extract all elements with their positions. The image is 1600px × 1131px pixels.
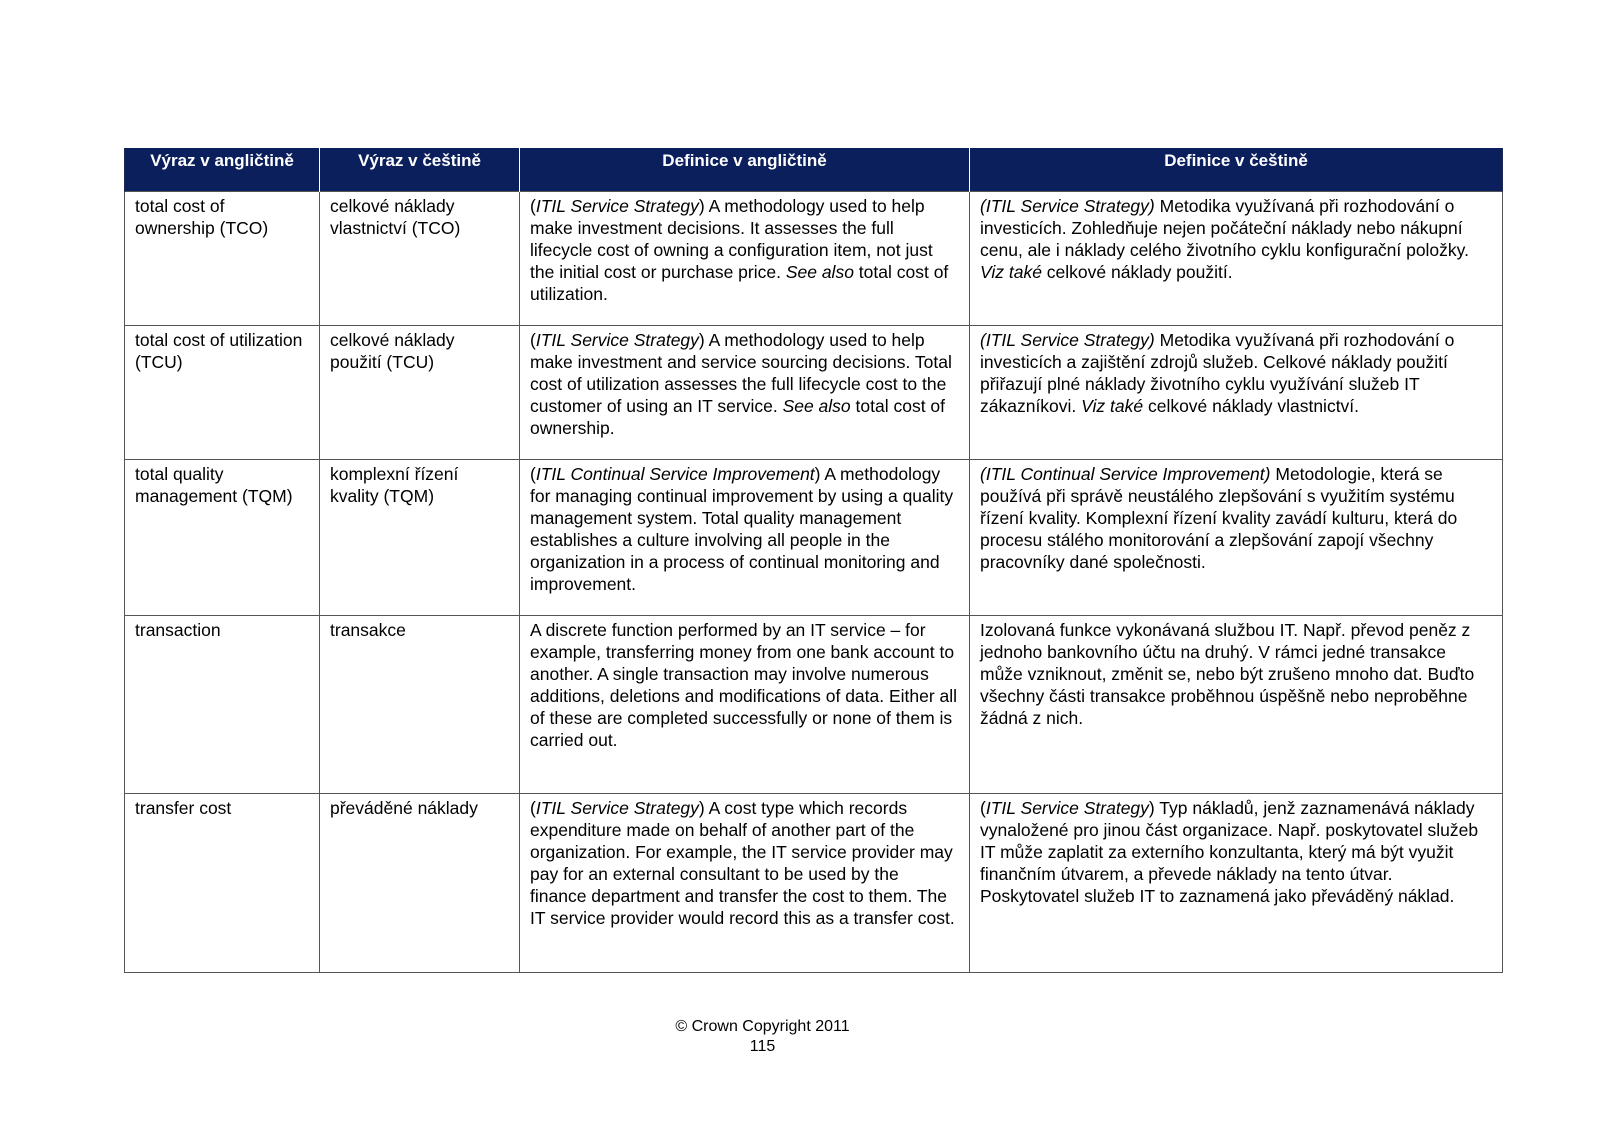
cs-definition-cell — [970, 793, 1503, 972]
italic-text: (ITIL Continual Service Improvement) — [980, 463, 1271, 484]
text: A discrete function performed by an IT service – for example, transferring money from one bank account to another. A single transaction may involve numerous additions, deletions and modifications of data. Either all of these are completed successfully or none of them is carried out. — [530, 619, 958, 750]
header-row — [125, 148, 1503, 191]
en-definition-cell — [520, 459, 970, 615]
text: ) A methodology for managing continual improvement by using a quality management system. Total quality management establishes a culture involving all people in the organization in a process of continual monitoring and improvement. — [530, 463, 954, 594]
cs-definition-cell — [970, 325, 1503, 459]
en-definition-cell — [520, 615, 970, 793]
text: Metodika využívaná při rozhodování o investicích a zajištění zdrojů služeb. Celkové náklady použití přiřazují plné náklady životního cyklu využívání služeb IT zákazníkovi. — [980, 329, 1455, 416]
cs-term-cell: komplexní řízení kvality (TQM) — [320, 459, 520, 615]
cs-definition-cell — [970, 615, 1503, 793]
text: ( — [530, 195, 536, 216]
italic-text: (ITIL Service Strategy) — [980, 329, 1155, 350]
table-row — [125, 191, 1503, 325]
cs-term-cell: transakce — [320, 615, 520, 793]
text: total cost of utilization. — [530, 261, 949, 304]
italic-text: Viz také — [1081, 395, 1144, 416]
text: ( — [530, 329, 536, 350]
italic-text: See also — [782, 395, 851, 416]
text: ( — [980, 797, 986, 818]
table-row — [125, 615, 1503, 793]
text: celkové náklady použití. — [1041, 261, 1233, 282]
text: ) A methodology used to help make investment and service sourcing decisions. Total cost of utilization assesses the full lifecycle cost to the customer of using an IT service. — [530, 329, 952, 416]
italic-text: See also — [785, 261, 854, 282]
italic-text: ITIL Continual Service Improvement — [535, 463, 815, 484]
text: ( — [530, 797, 536, 818]
cs-term-cell: celkové náklady použití (TCU) — [320, 325, 520, 459]
text: total cost of ownership. — [530, 395, 946, 438]
header-en-definition: Definice v angličtině — [520, 148, 970, 191]
en-term-cell: total cost of utilization (TCU) — [125, 325, 320, 459]
table-row — [125, 325, 1503, 459]
italic-text: (ITIL Service Strategy) — [980, 195, 1155, 216]
copyright-text: © Crown Copyright 2011 — [675, 1018, 850, 1035]
text: ) A methodology used to help make investment decisions. It assesses the full lifecycle cost of owning a configuration item, not just the initial cost or purchase price. — [530, 195, 933, 282]
en-definition-cell — [520, 325, 970, 459]
text: ) Typ nákladů, jenž zaznamenává náklady vynaložené pro jinou část organizace. Např. poskytovatel služeb IT může zaplatit za externího konzultanta, který má být využit finančním útvarem, a převede náklady na tento útvar. Poskytovatel služeb IT to zaznamená jako převáděný náklad. — [980, 797, 1479, 906]
cs-definition-cell — [970, 459, 1503, 615]
italic-text: ITIL Service Strategy — [535, 797, 699, 818]
cs-term-cell: převáděné náklady — [320, 793, 520, 972]
header-cs-definition: Definice v češtině — [970, 148, 1503, 191]
table-row — [125, 793, 1503, 972]
header-cs-term: Výraz v češtině — [320, 148, 520, 191]
text: Metodika využívaná při rozhodování o investicích. Zohledňuje nejen počáteční náklady nebo nákupní cenu, ale i náklady celého životního cyklu konfigurační položky. — [980, 195, 1469, 260]
italic-text: ITIL Service Strategy — [535, 195, 699, 216]
page-footer — [0, 1017, 1525, 1057]
text: Metodologie, která se používá při správě neustálého zlepšování s využitím systému řízení kvality. Komplexní řízení kvality zavádí kulturu, která do procesu stálého monitorování a zlepšování zapojí všechny pracovníky dané společnosti. — [980, 463, 1458, 572]
en-term-cell: transaction — [125, 615, 320, 793]
header-en-term: Výraz v angličtině — [125, 148, 320, 191]
italic-text: Viz také — [980, 261, 1042, 282]
en-term-cell: total cost of ownership (TCO) — [125, 191, 320, 325]
italic-text: ITIL Service Strategy — [535, 329, 699, 350]
text: ) A cost type which records expenditure made on behalf of another part of the organization. For example, the IT service provider may pay for an external consultant to be used by the finance department and transfer the cost to them. The IT service provider would record this as a transfer cost. — [530, 797, 955, 928]
cs-definition-cell — [970, 191, 1503, 325]
table-row — [125, 459, 1503, 615]
text: celkové náklady vlastnictví. — [1143, 395, 1360, 416]
glossary-table — [124, 148, 1503, 973]
text: ( — [530, 463, 536, 484]
cs-term-cell: celkové náklady vlastnictví (TCO) — [320, 191, 520, 325]
en-term-cell: total quality management (TQM) — [125, 459, 320, 615]
en-definition-cell — [520, 191, 970, 325]
en-term-cell: transfer cost — [125, 793, 320, 972]
italic-text: ITIL Service Strategy — [985, 797, 1149, 818]
page-number: 115 — [749, 1038, 776, 1055]
text: Izolovaná funkce vykonávaná službou IT. Např. převod peněz z jednoho bankovního účtu na druhý. V rámci jedné transakce může vzniknout, změnit se, nebo být zrušeno mnoho dat. Buďto všechny části transakce proběhnou úspěšně nebo neproběhne žádná z nich. — [980, 619, 1475, 728]
en-definition-cell — [520, 793, 970, 972]
